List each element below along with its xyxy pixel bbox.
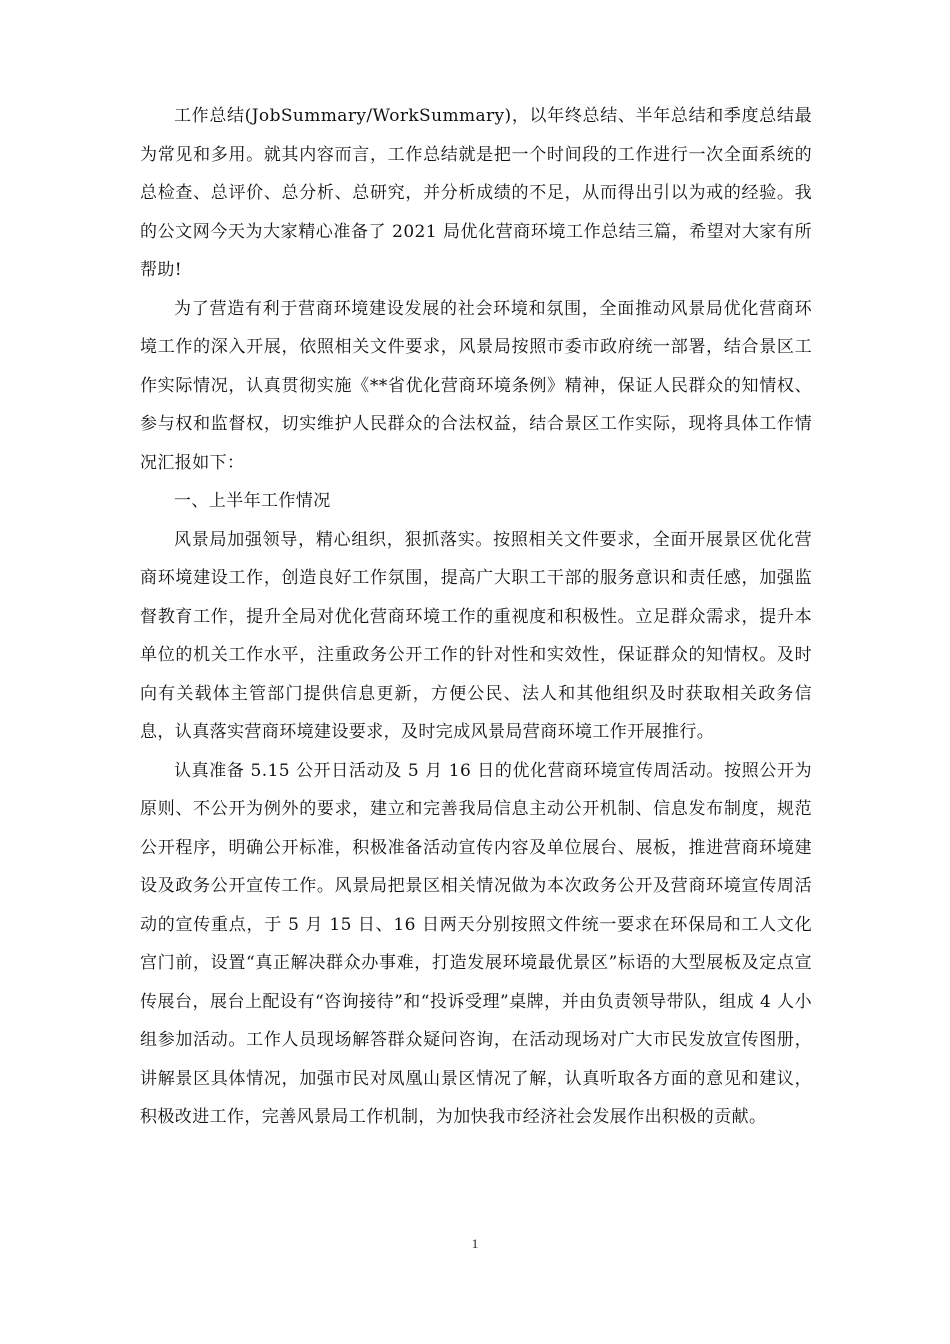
document-body [140,97,812,1137]
leadership-paragraph: 风景局加强领导，精心组织，狠抓落实。按照相关文件要求，全面开展景区优化营商环境建设工作，创造良好工作氛围，提高广大职工干部的服务意识和责任感，加强监督教育工作，提升全局对优化营商环境工作的重视度和积极性。立足群众需求，提升本单位的机关工作水平，注重政务公开工作的针对性和实效性，保证群众的知情权。及时向有关载体主管部门提供信息更新，方便公民、法人和其他组织及时获取相关政务信息，认真落实营商环境建设要求，及时完成风景局营商环境工作开展推行。 [140,529,812,742]
intro-paragraph: 工作总结(JobSummary/WorkSummary)，以年终总结、半年总结和季度总结最为常见和多用。就其内容而言，工作总结就是把一个时间段的工作进行一次全面系统的总检查、总评价、总分析、总研究，并分析成绩的不足，从而得出引以为戒的经验。我的公文网今天为大家精心准备了 2021 局优化营商环境工作总结三篇，希望对大家有所帮助! [140,106,812,280]
section-heading: 一、上半年工作情况 [174,491,331,511]
background-paragraph: 为了营造有利于营商环境建设发展的社会环境和氛围，全面推动风景局优化营商环境工作的深入开展，依照相关文件要求，风景局按照市委市政府统一部署，结合景区工作实际情况，认真贯彻实施《**省优化营商环境条例》精神，保证人民群众的知情权、参与权和监督权，切实维护人民群众的合法权益，结合景区工作实际，现将具体工作情况汇报如下： [140,298,812,473]
page-number: 1 [471,1236,479,1251]
activity-paragraph: 认真准备 5.15 公开日活动及 5 月 16 日的优化营商环境宣传周活动。按照公开为原则、不公开为例外的要求，建立和完善我局信息主动公开机制、信息发布制度，规范公开程序，明确公开标准，积极准备活动宣传内容及单位展台、展板，推进营商环境建设及政务公开宣传工作。风景局把景区相关情况做为本次政务公开及营商环境宣传周活动的宣传重点，于 5 月 15 日、16 日两天分别按照文件统一要求在环保局和工人文化宫门前，设置“真正解决群众办事难，打造发展环境最优景区”标语的大型展板及定点宣传展台，展台上配设有“咨询接待”和“投诉受理”桌牌，并由负责领导带队，组成 4 人小组参加活动。工作人员现场解答群众疑问咨询，在活动现场对广大市民发放宣传图册，讲解景区具体情况，加强市民对凤凰山景区情况了解，认真听取各方面的意见和建议，积极改进工作，完善风景局工作机制，为加快我市经济社会发展作出积极的贡献。 [140,760,812,1127]
